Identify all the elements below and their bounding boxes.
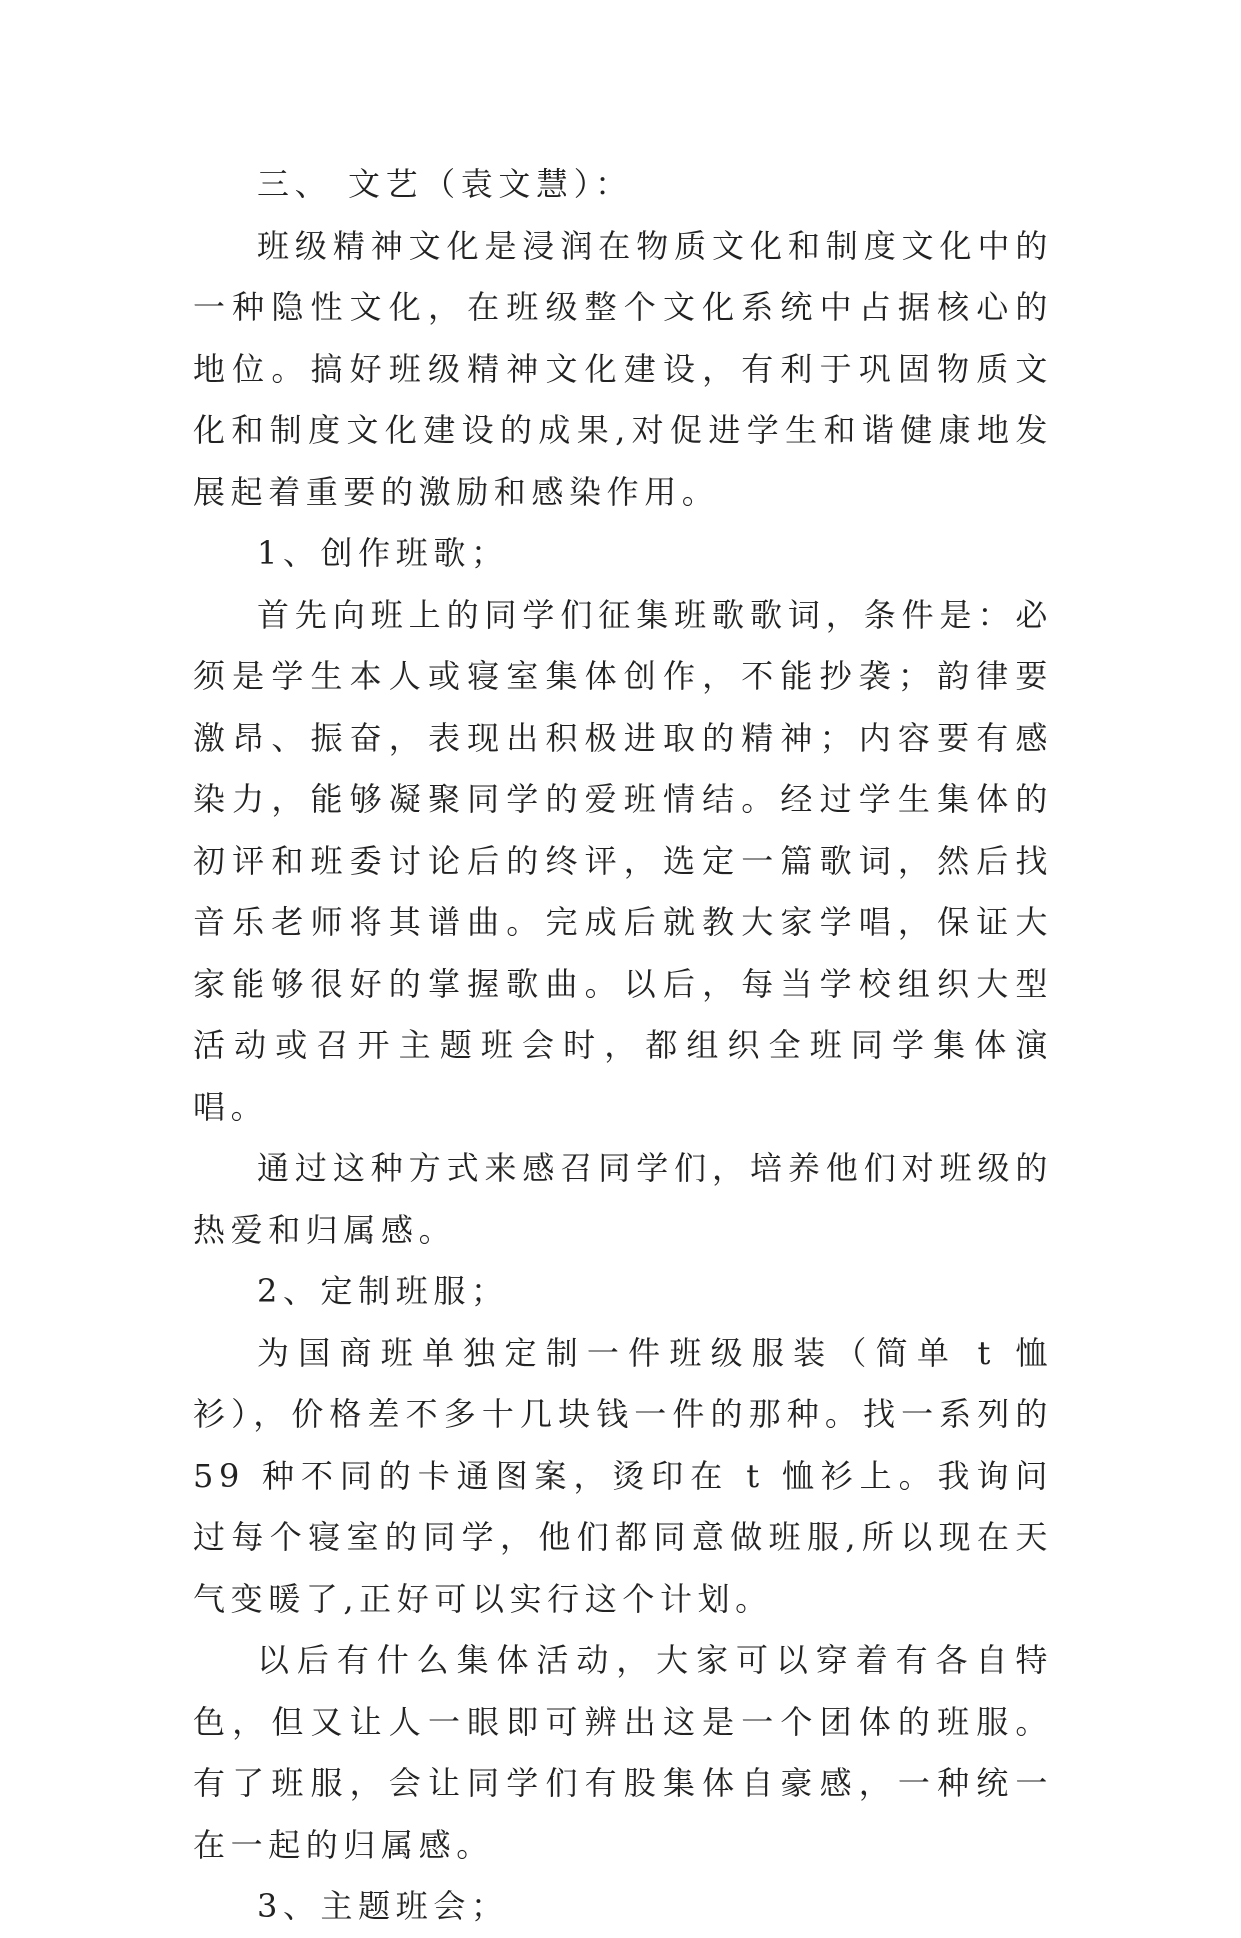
class-song-paragraph: 首先向班上的同学们征集班歌歌词，条件是：必须是学生本人或寝室集体创作，不能抄袭；韵律要激昂、振奋，表现出积极进取的精神；内容要有感染力，能够凝聚同学的爱班情结。经过学生集体的初评和班委讨论后的终评，选定一篇歌词，然后找音乐老师将其谱曲。完成后就教大家学唱，保证大家能够很好的掌握歌曲。以后，每当学校组织大型活动或召开主题班会时，都组织全班同学集体演唱。 [193, 595, 1053, 1126]
item-heading-class-song: 1、创作班歌； [257, 534, 509, 572]
item-heading-class-uniform: 2、定制班服； [257, 1272, 509, 1310]
document-body [193, 154, 1053, 1938]
section-heading: 三、 文艺（袁文慧）： [257, 165, 633, 203]
intro-paragraph: 班级精神文化是浸润在物质文化和制度文化中的一种隐性文化，在班级整个文化系统中占据核心的地位。搞好班级精神文化建设，有利于巩固物质文化和制度文化建设的成果,对促进学生和谐健康地发展起着重要的激励和感染作用。 [193, 226, 1053, 511]
class-uniform-summary: 以后有什么集体活动，大家可以穿着有各自特色，但又让人一眼即可辨出这是一个团体的班服。有了班服，会让同学们有股集体自豪感，一种统一在一起的归属感。 [193, 1641, 1053, 1864]
item-heading-theme-meeting: 3、主题班会； [257, 1887, 509, 1925]
class-uniform-paragraph: 为国商班单独定制一件班级服装（简单 t 恤衫），价格差不多十几块钱一件的那种。找一系列的 59 种不同的卡通图案，烫印在 t 恤衫上。我询问过每个寝室的同学，他们都同意做班服,所以现在天气变暖了,正好可以实行这个计划。 [193, 1333, 1053, 1618]
class-song-summary: 通过这种方式来感召同学们，培养他们对班级的热爱和归属感。 [193, 1149, 1053, 1249]
